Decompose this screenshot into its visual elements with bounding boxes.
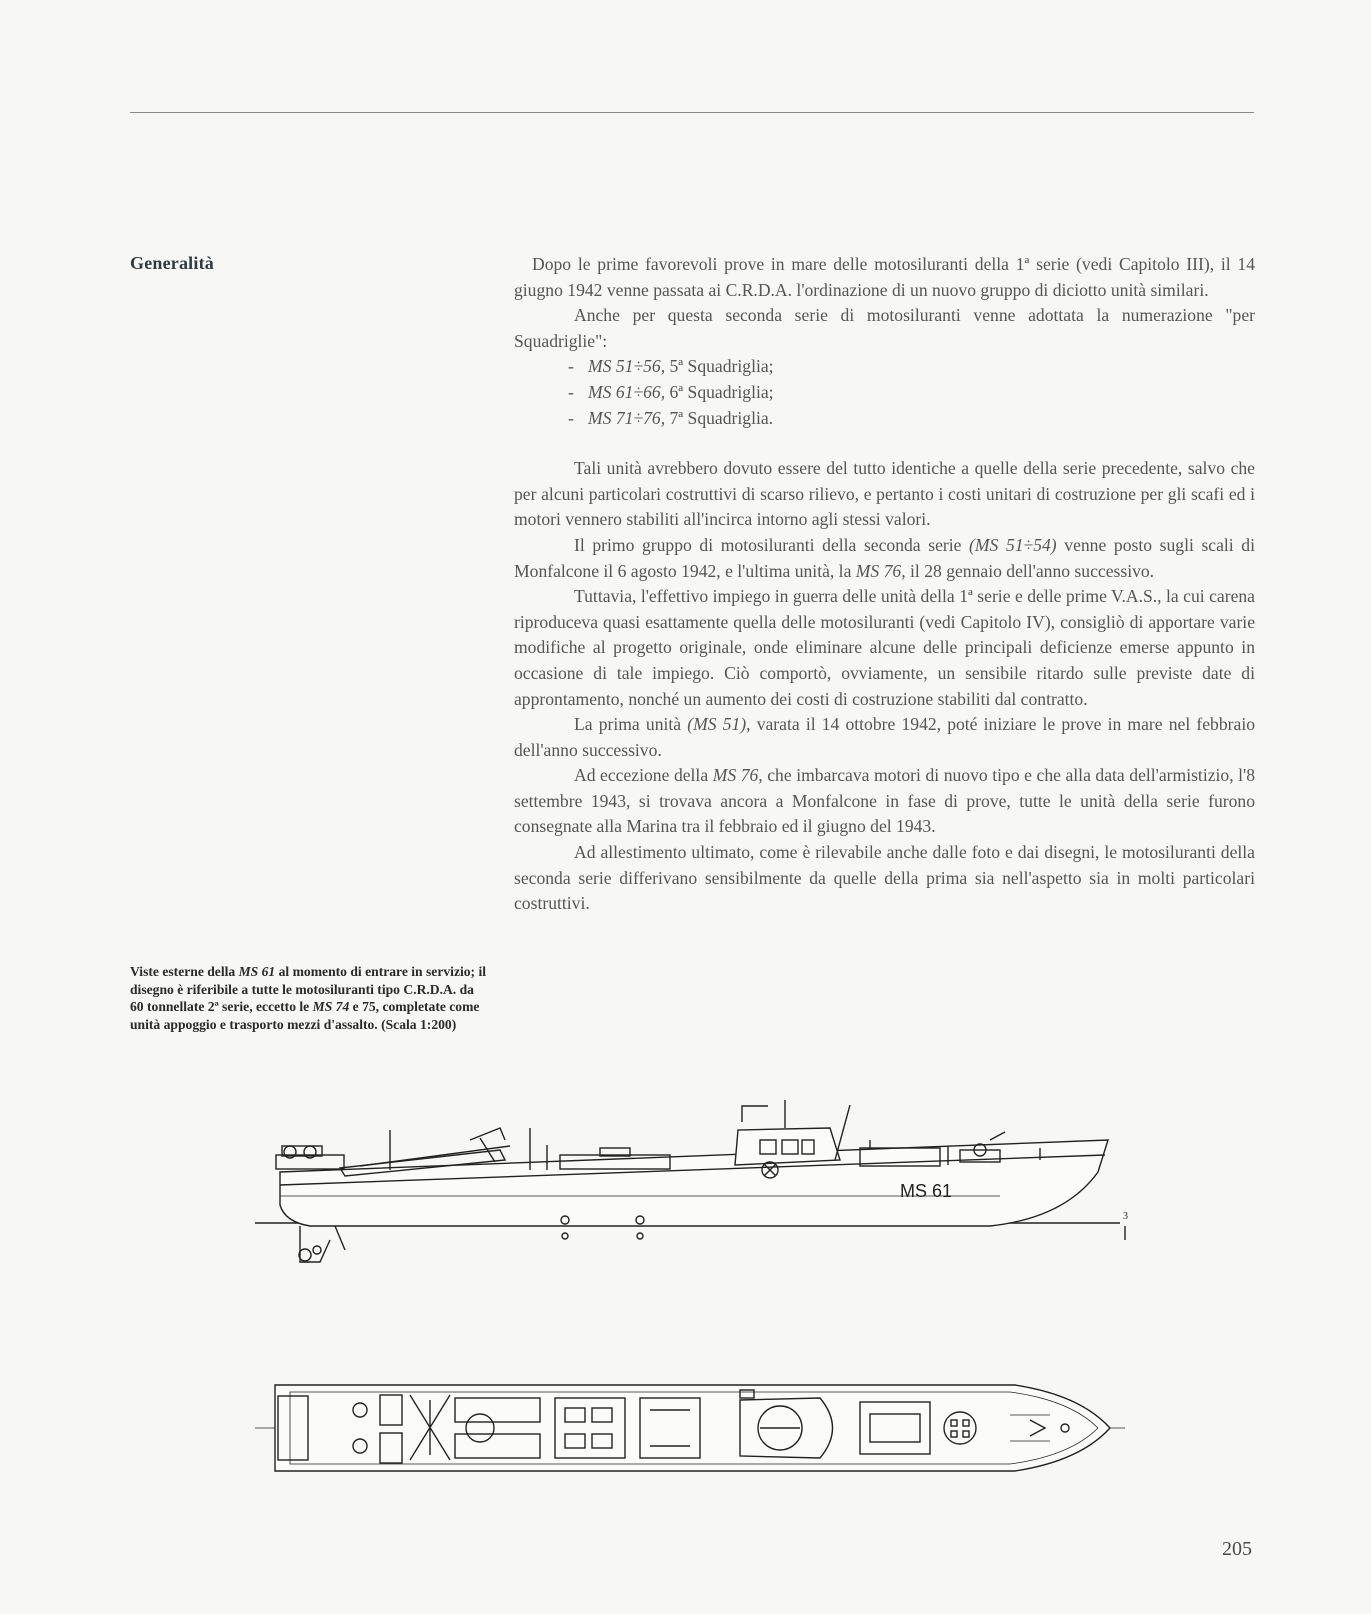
paragraph-2: Anche per questa seconda serie di motosiluranti venne adottata la numerazione "per Squadriglie": (514, 305, 1255, 351)
list-item: - MS 51÷56, 5ª Squadriglia; (568, 356, 774, 377)
list-squadron: 7ª Squadriglia. (669, 407, 774, 428)
list-squadron: 6ª Squadriglia; (669, 381, 774, 402)
list-squadron: 5ª Squadriglia; (669, 356, 774, 377)
section-title: Generalità (130, 253, 214, 273)
paragraph-6: La prima unità (MS 51), varata il 14 ottobre 1942, poté iniziare le prove in mare nel febbraio dell'anno successivo. (514, 714, 1255, 760)
side-profile-drawing (255, 1100, 1128, 1262)
list-item: - MS 71÷76, 7ª Squadriglia. (568, 407, 774, 428)
paragraph-4: Il primo gruppo di motosiluranti della seconda serie (MS 51÷54) venne posto sugli scali di Monfalcone il 6 agosto 1942, e l'ultima unità, la MS 76, il 28 gennaio dell'anno successivo. (514, 534, 1255, 581)
hull-marking: MS 61 (900, 1181, 953, 1201)
svg-text:3: 3 (1123, 1211, 1128, 1222)
paragraph-3: Tali unità avrebbero dovuto essere del tutto identiche a quelle della serie precedente, salvo che per alcuni particolari costruttivi di scarso rilievo, e pertanto i costi unitari di costruzione per gli scafi ed i motori vennero stabiliti all'incirca intorno agli stessi valori. (514, 458, 1255, 530)
page-number: 205 (1222, 1538, 1252, 1560)
paragraph-7: Ad eccezione della MS 76, che imbarcava motori di nuovo tipo e che alla data dell'armistizio, l'8 settembre 1943, si trovava ancora a Monfalcone in fase di prove, tutte le unità della serie furono consegnate alla Marina tra il febbraio ed il giugno del 1943. (514, 765, 1255, 837)
list-item: - MS 61÷66, 6ª Squadriglia; (568, 381, 774, 402)
paragraph-1: Dopo le prime favorevoli prove in mare delle motosiluranti della 1ª serie (vedi Capitolo III), il 14 giugno 1942 venne passata ai C.R.D.A. l'ordinazione di un nuovo gruppo di diciotto unità similari. (514, 254, 1255, 300)
list-units: MS 51÷56, (588, 356, 666, 377)
paragraph-8: Ad allestimento ultimato, come è rilevabile anche dalle foto e dai disegni, le motosiluranti della seconda serie differivano sensibilmente da quelle della prima sia nell'aspetto sia in molti particolari costruttivi. (514, 842, 1255, 914)
paragraph-5: Tuttavia, l'effettivo impiego in guerra delle unità della 1ª serie e delle prime V.A.S., la cui carena riproduceva quasi esattamente quella delle motosiluranti (vedi Capitolo IV), consigliò di apportare varie modifiche al progetto originale, onde eliminare alcune delle principali deficienze emerse appunto in occasione di tale impiego. Ciò comportò, ovviamente, un sensibile ritardo sulle previste date di approntamento, nonché un aumento dei costi di costruzione stabiliti dal contratto. (514, 586, 1255, 709)
list-units: MS 71÷76, (588, 407, 666, 428)
list-units: MS 61÷66, (588, 381, 666, 402)
figure-caption: Viste esterne della MS 61 al momento di entrare in servizio; il disegno è riferibile a tutte le motosiluranti tipo C.R.D.A. da 60 tonnellate 2ª serie, eccetto le MS 74 e 75, completate come unità appoggio e trasporto mezzi d'assalto. (Scala 1:200) (130, 964, 487, 1032)
plan-view-drawing (255, 1385, 1125, 1471)
